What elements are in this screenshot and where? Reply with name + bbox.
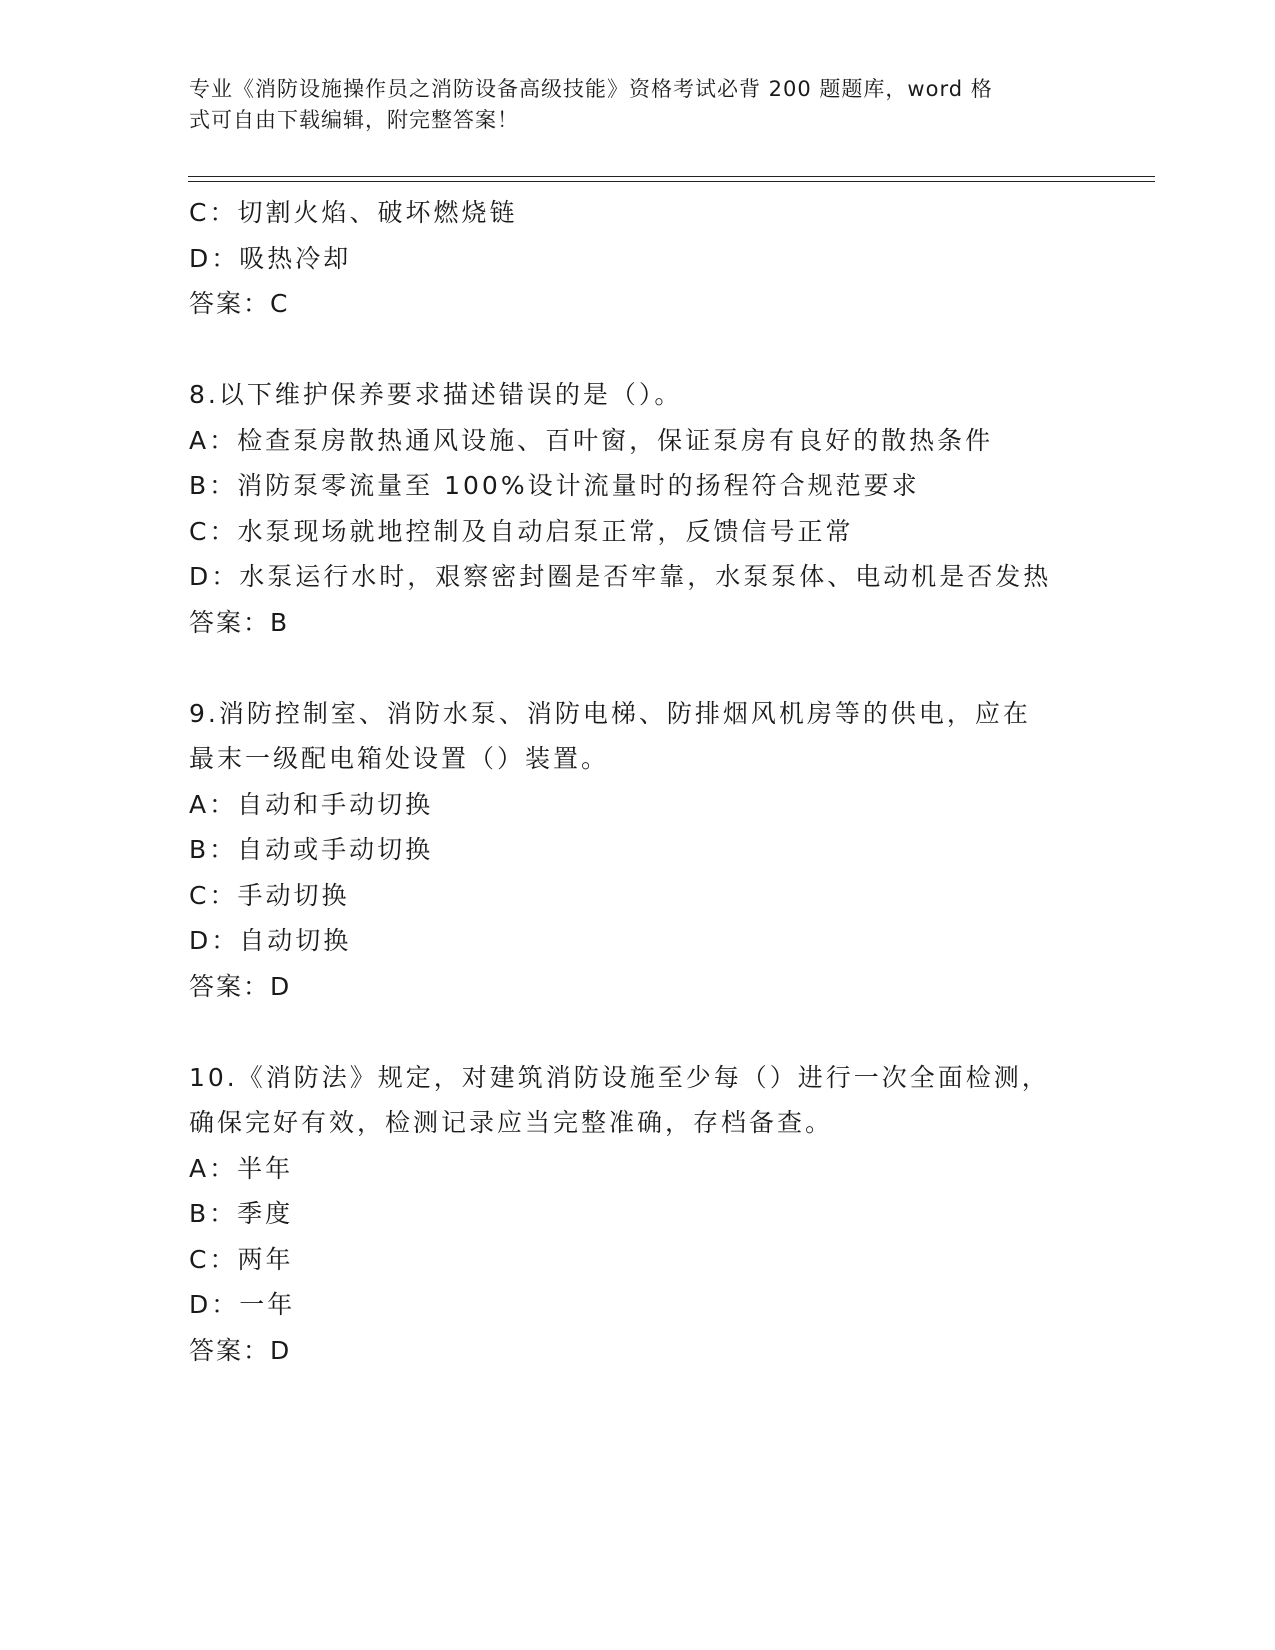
answer-label: 答案：D [189, 971, 292, 1001]
question-spacer [189, 645, 1089, 691]
question-7-continuation [189, 190, 1089, 327]
header-line-1: 专业《消防设施操作员之消防设备高级技能》资格考试必背 200 题题库，word 格 [189, 77, 993, 101]
header-divider-top [188, 176, 1155, 177]
option-c: C：手动切换 [189, 880, 350, 910]
option-b: B：自动或手动切换 [189, 835, 434, 864]
option-c: C：水泵现场就地控制及自动启泵正常，反馈信号正常 [189, 516, 854, 546]
question-list [189, 190, 1089, 1373]
question-stem-line-2: 确保完好有效，检测记录应当完整准确，存档备查。 [189, 1108, 834, 1137]
option-c: C：两年 [189, 1244, 294, 1274]
option-c: C：切割火焰、破坏燃烧链 [189, 198, 518, 227]
option-b: B：消防泵零流量至 100%设计流量时的扬程符合规范要求 [189, 471, 920, 500]
question-spacer [189, 327, 1089, 373]
question-9 [189, 691, 1089, 1010]
option-a: A：半年 [189, 1153, 294, 1183]
question-stem-line-1: 10.《消防法》规定，对建筑消防设施至少每（）进行一次全面检测， [189, 1062, 1050, 1092]
option-a: A：检查泵房散热通风设施、百叶窗，保证泵房有良好的散热条件 [189, 425, 994, 455]
header-line-2: 式可自由下载编辑，附完整答案！ [189, 108, 519, 132]
header-divider-bottom [188, 181, 1155, 182]
question-stem-line-1: 9.消防控制室、消防水泵、消防电梯、防排烟风机房等的供电，应在 [189, 698, 1031, 728]
document-header [189, 74, 1069, 136]
option-d: D：水泵运行水时，艰察密封圈是否牢靠，水泵泵体、电动机是否发热 [189, 562, 1052, 591]
option-d: D：一年 [189, 1290, 296, 1319]
option-a: A：自动和手动切换 [189, 789, 434, 819]
answer-label: 答案：B [189, 607, 290, 637]
question-stem-line-2: 最末一级配电箱处设置（）装置。 [189, 744, 610, 773]
option-d: D：吸热冷却 [189, 243, 352, 273]
question-10 [189, 1055, 1089, 1374]
option-d: D：自动切换 [189, 926, 352, 955]
question-8 [189, 372, 1089, 645]
question-stem: 8.以下维护保养要求描述错误的是（）。 [189, 380, 683, 409]
question-spacer [189, 1009, 1089, 1055]
answer-label: 答案：D [189, 1335, 292, 1365]
answer-label: 答案：C [189, 289, 290, 318]
option-b: B：季度 [189, 1199, 294, 1228]
